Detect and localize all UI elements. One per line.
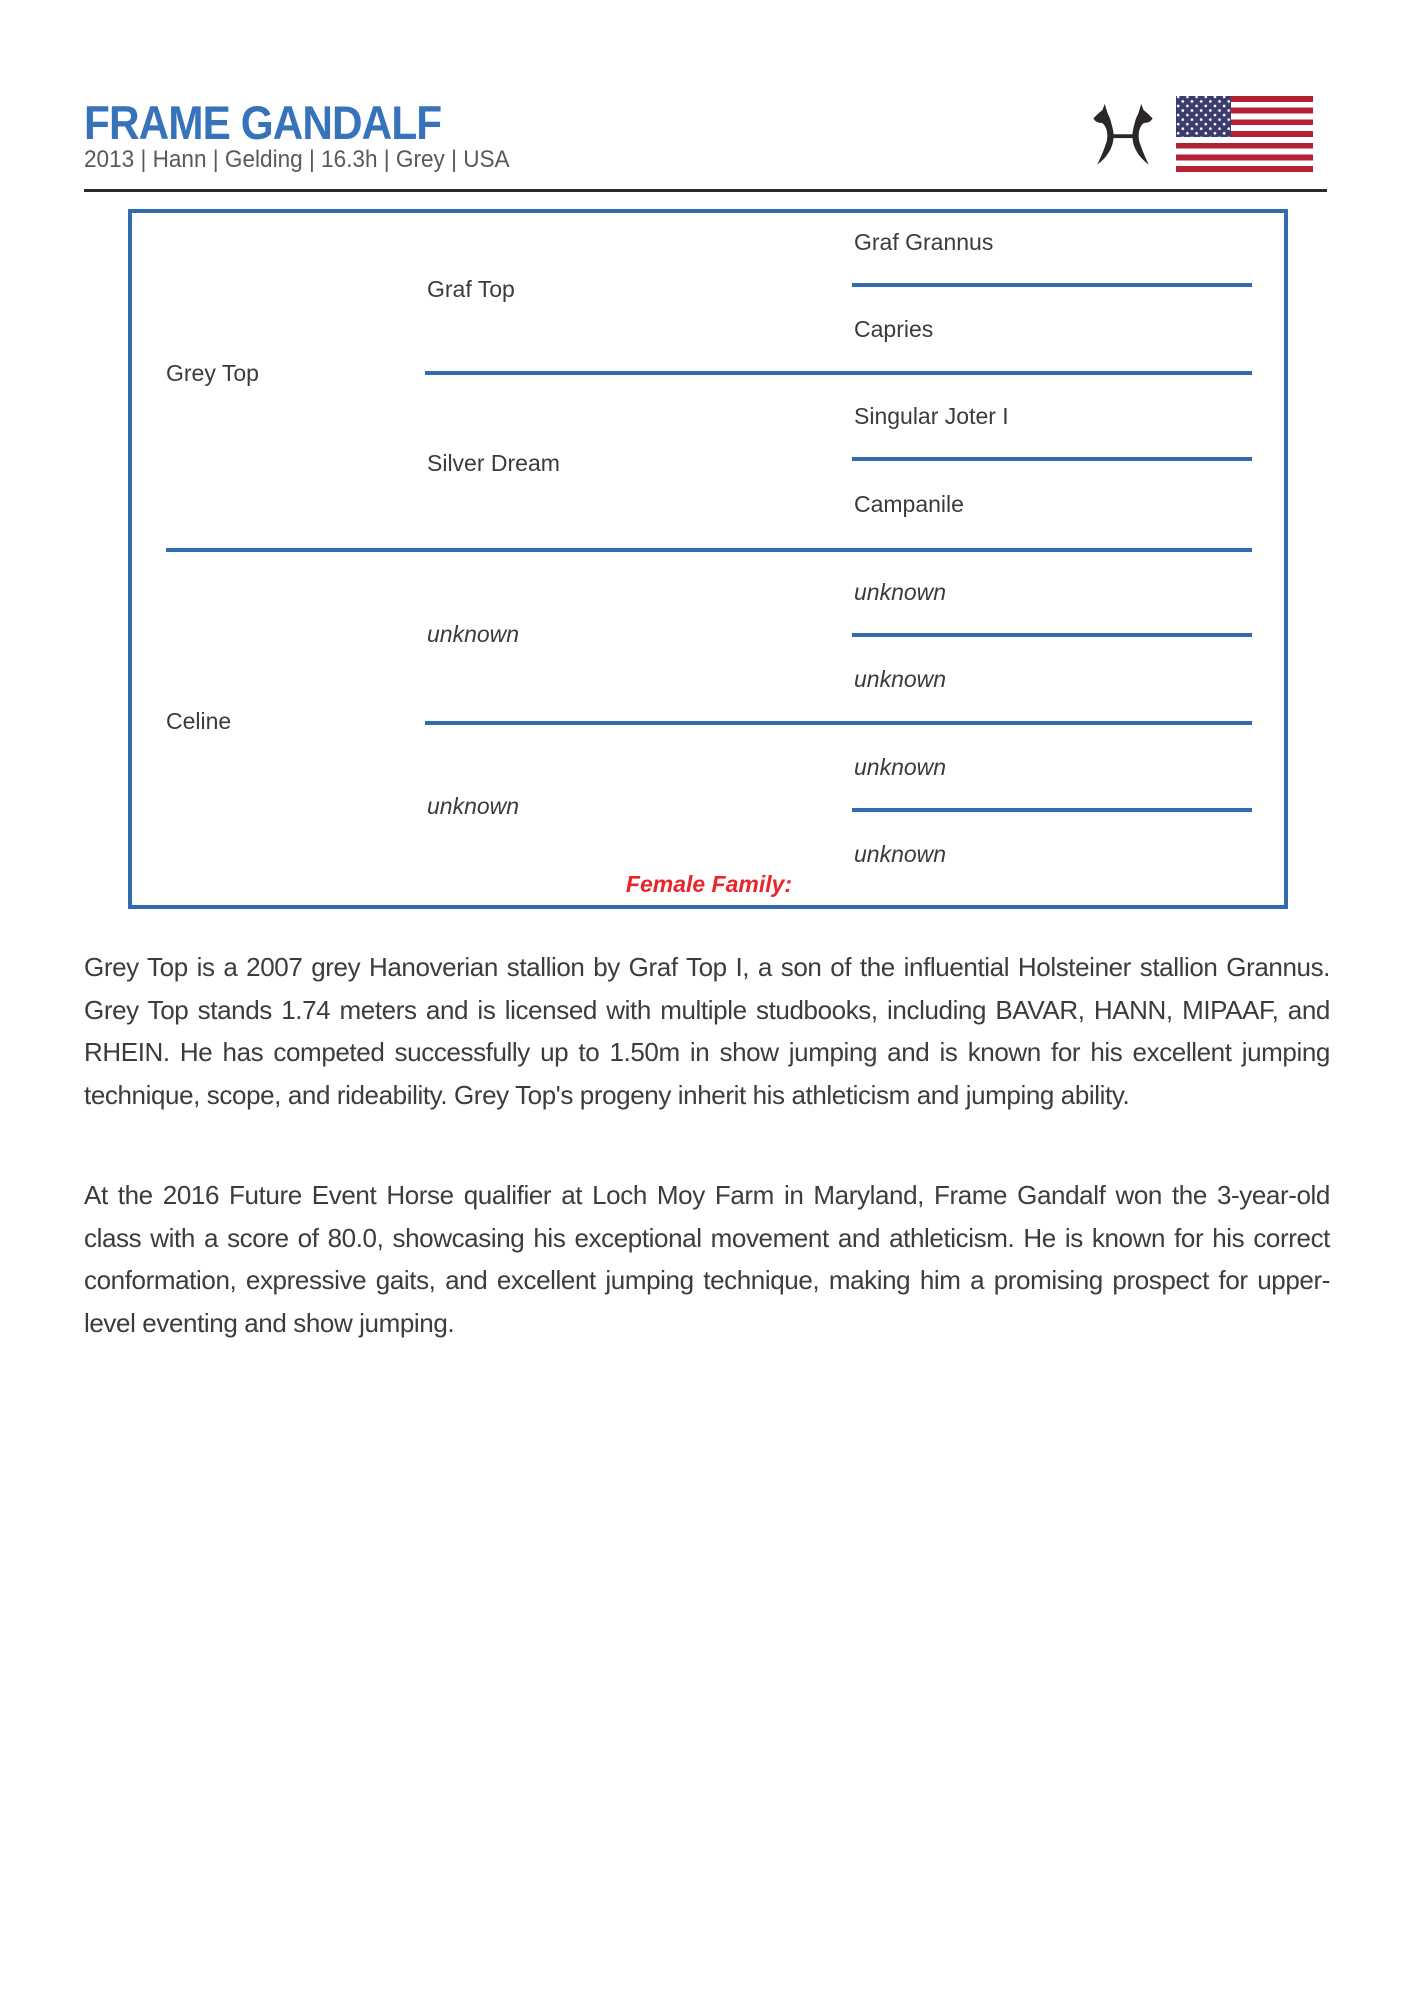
pedigree-sire-dam-divider-line: [166, 548, 1252, 552]
hanoverian-brand-icon: [1085, 92, 1161, 172]
pedigree-gen3-2: Capries: [854, 316, 934, 342]
pedigree-connector-line: [425, 371, 1252, 375]
pedigree-gen3-5: unknown: [854, 579, 947, 605]
pedigree-sire-dam: Silver Dream: [427, 450, 560, 476]
pedigree-connector-line: [852, 283, 1252, 287]
pedigree-gen3-7: unknown: [854, 754, 947, 780]
pedigree-dam-sire: unknown: [427, 621, 520, 647]
female-family-label: Female Family:: [625, 871, 793, 897]
pedigree-sire-sire: Graf Top: [427, 276, 515, 302]
us-flag-icon: [1176, 96, 1313, 172]
pedigree-gen3-8: unknown: [854, 841, 947, 867]
horse-details-subtitle: 2013 | Hann | Gelding | 16.3h | Grey | USA: [84, 146, 510, 173]
pedigree-connector-line: [425, 721, 1252, 725]
bio-paragraph-2: At the 2016 Future Event Horse qualifier at Loch Moy Farm in Maryland, Frame Gandalf won the 3-year-old class with a score of 80.0, showcasing his exceptional movement and athleticism. He is known for his correct conformation, expressive gaits, and excellent jumping technique, making him a promising prospect for upper-level eventing and show jumping.: [84, 1180, 1330, 1338]
pedigree-connector-line: [852, 808, 1252, 812]
pedigree-sire: Grey Top: [166, 360, 259, 386]
pedigree-gen3-1: Graf Grannus: [854, 229, 994, 255]
pedigree-dam-dam: unknown: [427, 793, 520, 819]
pedigree-gen3-3: Singular Joter I: [854, 403, 1009, 429]
bio-paragraph-1: Grey Top is a 2007 grey Hanoverian stallion by Graf Top I, a son of the influential Holsteiner stallion Grannus. Grey Top stands 1.74 meters and is licensed with multiple studbooks, including BAVAR, HANN, MIPAAF, and RHEIN. He has competed successfully up to 1.50m in show jumping and is known for his excellent jumping technique, scope, and rideability. Grey Top's progeny inherit his athleticism and jumping ability.: [84, 952, 1330, 1110]
header-divider: [84, 189, 1327, 192]
flag-canton: [1176, 96, 1231, 137]
pedigree-table: [128, 209, 1288, 909]
pedigree-dam: Celine: [166, 708, 232, 734]
pedigree-gen3-4: Campanile: [854, 491, 964, 517]
page-title: FRAME GANDALF: [84, 96, 442, 149]
pedigree-connector-line: [852, 633, 1252, 637]
pedigree-connector-line: [852, 457, 1252, 461]
pedigree-gen3-6: unknown: [854, 666, 947, 692]
